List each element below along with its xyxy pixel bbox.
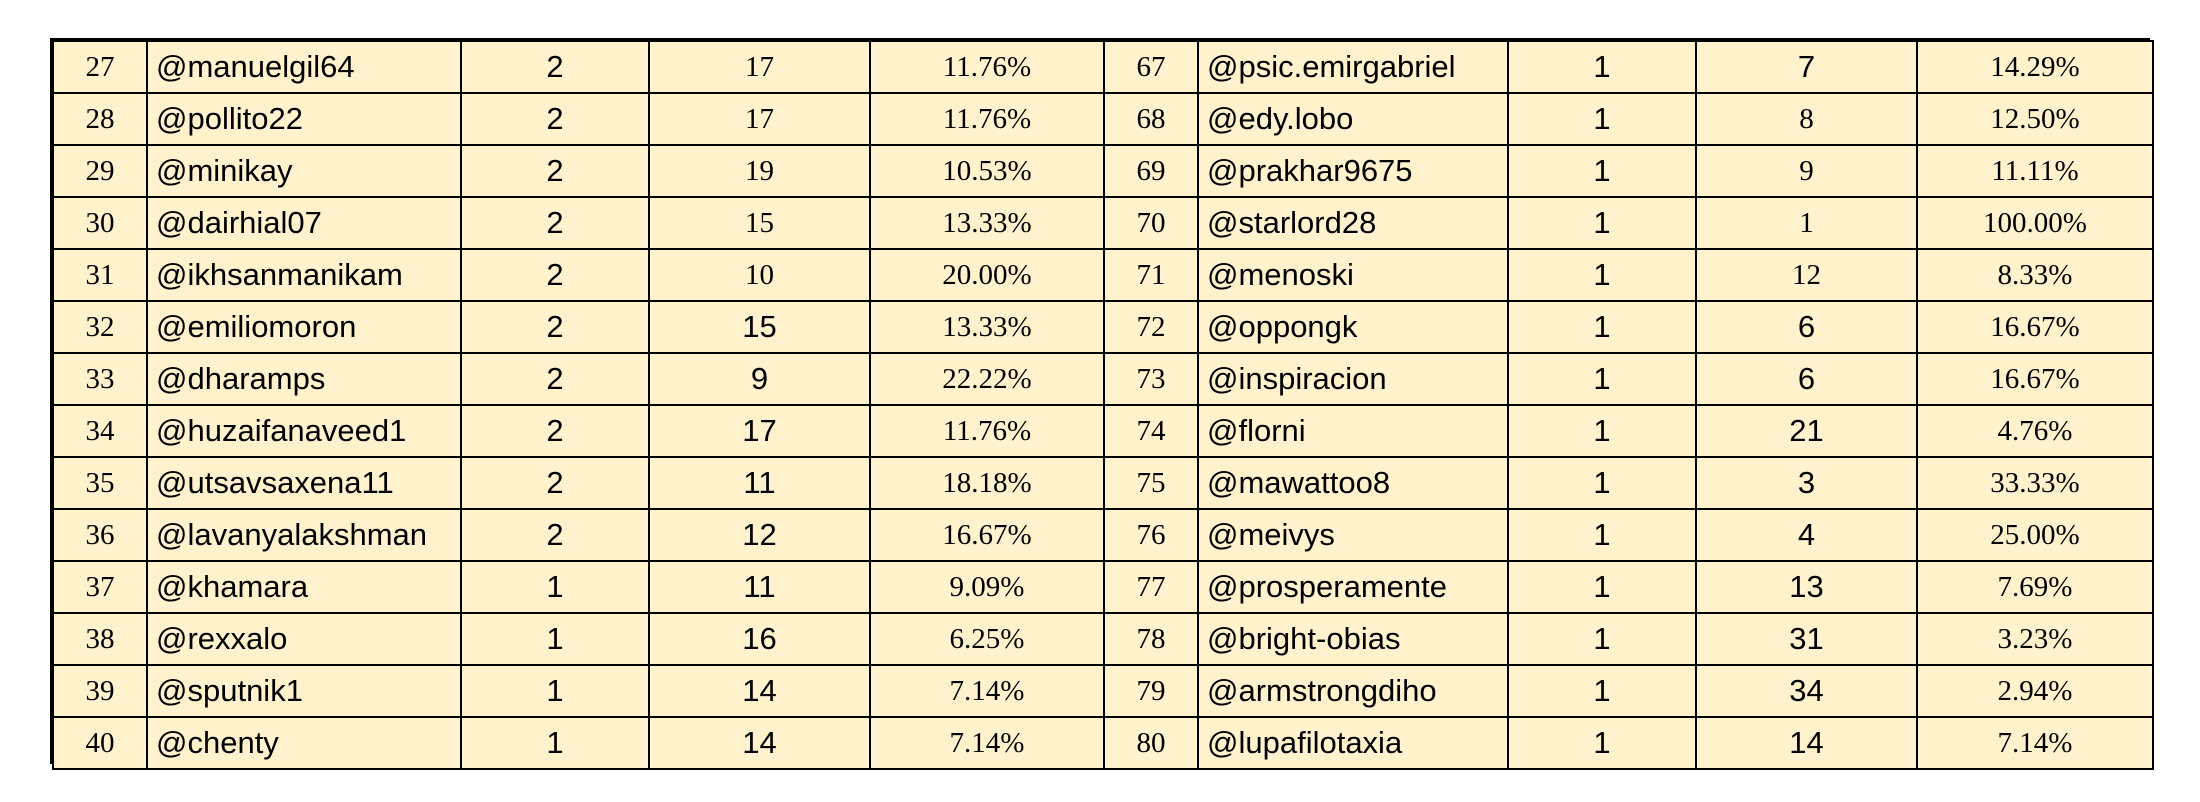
left-count-cell: 2 (461, 301, 649, 353)
left-username-cell: @manuelgil64 (147, 41, 461, 93)
right-count-cell: 1 (1508, 197, 1696, 249)
right-rank-cell: 79 (1104, 665, 1198, 717)
right-rank-cell: 80 (1104, 717, 1198, 769)
left-percentage-cell: 7.14% (870, 665, 1104, 717)
left-rank-cell: 37 (53, 561, 147, 613)
left-percentage-cell: 9.09% (870, 561, 1104, 613)
table-row (53, 457, 2153, 509)
table-row (53, 353, 2153, 405)
left-percentage-cell: 11.76% (870, 405, 1104, 457)
ranking-table-sheet (50, 38, 2150, 764)
right-count-cell: 1 (1508, 145, 1696, 197)
right-count-cell: 1 (1508, 405, 1696, 457)
right-username-cell: @meivys (1198, 509, 1508, 561)
left-username-cell: @sputnik1 (147, 665, 461, 717)
table-row (53, 197, 2153, 249)
left-total-cell: 10 (649, 249, 870, 301)
left-count-cell: 2 (461, 93, 649, 145)
right-rank-cell: 68 (1104, 93, 1198, 145)
right-username-cell: @psic.emirgabriel (1198, 41, 1508, 93)
right-percentage-cell: 14.29% (1917, 41, 2153, 93)
left-total-cell: 15 (649, 301, 870, 353)
right-percentage-cell: 33.33% (1917, 457, 2153, 509)
right-username-cell: @armstrongdiho (1198, 665, 1508, 717)
left-rank-cell: 40 (53, 717, 147, 769)
right-rank-cell: 74 (1104, 405, 1198, 457)
left-count-cell: 2 (461, 145, 649, 197)
right-total-cell: 7 (1696, 41, 1917, 93)
table-row (53, 509, 2153, 561)
left-total-cell: 11 (649, 561, 870, 613)
right-username-cell: @florni (1198, 405, 1508, 457)
left-total-cell: 14 (649, 717, 870, 769)
right-total-cell: 31 (1696, 613, 1917, 665)
left-percentage-cell: 6.25% (870, 613, 1104, 665)
left-count-cell: 2 (461, 457, 649, 509)
table-row (53, 405, 2153, 457)
left-rank-cell: 28 (53, 93, 147, 145)
right-total-cell: 1 (1696, 197, 1917, 249)
right-percentage-cell: 16.67% (1917, 301, 2153, 353)
right-count-cell: 1 (1508, 41, 1696, 93)
right-count-cell: 1 (1508, 301, 1696, 353)
left-count-cell: 1 (461, 561, 649, 613)
left-username-cell: @rexxalo (147, 613, 461, 665)
table-row (53, 717, 2153, 769)
left-count-cell: 2 (461, 249, 649, 301)
left-rank-cell: 35 (53, 457, 147, 509)
right-count-cell: 1 (1508, 249, 1696, 301)
right-rank-cell: 71 (1104, 249, 1198, 301)
right-percentage-cell: 7.14% (1917, 717, 2153, 769)
table-row (53, 249, 2153, 301)
left-percentage-cell: 13.33% (870, 197, 1104, 249)
right-username-cell: @oppongk (1198, 301, 1508, 353)
right-total-cell: 9 (1696, 145, 1917, 197)
left-percentage-cell: 20.00% (870, 249, 1104, 301)
left-count-cell: 1 (461, 613, 649, 665)
left-username-cell: @dairhial07 (147, 197, 461, 249)
left-rank-cell: 29 (53, 145, 147, 197)
right-percentage-cell: 12.50% (1917, 93, 2153, 145)
left-rank-cell: 33 (53, 353, 147, 405)
right-percentage-cell: 100.00% (1917, 197, 2153, 249)
right-total-cell: 3 (1696, 457, 1917, 509)
left-total-cell: 17 (649, 405, 870, 457)
left-rank-cell: 34 (53, 405, 147, 457)
right-username-cell: @lupafilotaxia (1198, 717, 1508, 769)
left-total-cell: 12 (649, 509, 870, 561)
left-rank-cell: 30 (53, 197, 147, 249)
left-total-cell: 19 (649, 145, 870, 197)
table-row (53, 93, 2153, 145)
right-count-cell: 1 (1508, 353, 1696, 405)
right-username-cell: @menoski (1198, 249, 1508, 301)
right-count-cell: 1 (1508, 665, 1696, 717)
left-percentage-cell: 10.53% (870, 145, 1104, 197)
left-username-cell: @ikhsanmanikam (147, 249, 461, 301)
left-username-cell: @emiliomoron (147, 301, 461, 353)
left-count-cell: 2 (461, 41, 649, 93)
left-total-cell: 16 (649, 613, 870, 665)
right-username-cell: @prakhar9675 (1198, 145, 1508, 197)
left-username-cell: @lavanyalakshman (147, 509, 461, 561)
right-percentage-cell: 25.00% (1917, 509, 2153, 561)
right-total-cell: 8 (1696, 93, 1917, 145)
left-percentage-cell: 18.18% (870, 457, 1104, 509)
right-percentage-cell: 16.67% (1917, 353, 2153, 405)
right-total-cell: 6 (1696, 301, 1917, 353)
left-count-cell: 2 (461, 353, 649, 405)
table-row (53, 301, 2153, 353)
right-total-cell: 21 (1696, 405, 1917, 457)
right-percentage-cell: 8.33% (1917, 249, 2153, 301)
right-rank-cell: 70 (1104, 197, 1198, 249)
left-username-cell: @chenty (147, 717, 461, 769)
right-rank-cell: 76 (1104, 509, 1198, 561)
right-total-cell: 6 (1696, 353, 1917, 405)
left-rank-cell: 27 (53, 41, 147, 93)
left-username-cell: @huzaifanaveed1 (147, 405, 461, 457)
right-username-cell: @bright-obias (1198, 613, 1508, 665)
right-percentage-cell: 3.23% (1917, 613, 2153, 665)
left-rank-cell: 38 (53, 613, 147, 665)
right-count-cell: 1 (1508, 613, 1696, 665)
left-percentage-cell: 22.22% (870, 353, 1104, 405)
left-username-cell: @khamara (147, 561, 461, 613)
right-total-cell: 12 (1696, 249, 1917, 301)
left-rank-cell: 39 (53, 665, 147, 717)
right-count-cell: 1 (1508, 561, 1696, 613)
right-percentage-cell: 4.76% (1917, 405, 2153, 457)
left-count-cell: 1 (461, 717, 649, 769)
left-total-cell: 14 (649, 665, 870, 717)
table-row (53, 561, 2153, 613)
right-username-cell: @prosperamente (1198, 561, 1508, 613)
left-rank-cell: 31 (53, 249, 147, 301)
right-count-cell: 1 (1508, 457, 1696, 509)
left-count-cell: 2 (461, 197, 649, 249)
left-count-cell: 2 (461, 405, 649, 457)
table-body (53, 41, 2153, 769)
right-rank-cell: 75 (1104, 457, 1198, 509)
left-total-cell: 17 (649, 93, 870, 145)
table-row (53, 41, 2153, 93)
right-rank-cell: 69 (1104, 145, 1198, 197)
right-username-cell: @starlord28 (1198, 197, 1508, 249)
left-percentage-cell: 7.14% (870, 717, 1104, 769)
left-username-cell: @dharamps (147, 353, 461, 405)
right-username-cell: @edy.lobo (1198, 93, 1508, 145)
left-percentage-cell: 11.76% (870, 93, 1104, 145)
right-percentage-cell: 7.69% (1917, 561, 2153, 613)
right-rank-cell: 67 (1104, 41, 1198, 93)
right-percentage-cell: 11.11% (1917, 145, 2153, 197)
right-count-cell: 1 (1508, 509, 1696, 561)
right-total-cell: 34 (1696, 665, 1917, 717)
right-username-cell: @inspiracion (1198, 353, 1508, 405)
left-percentage-cell: 16.67% (870, 509, 1104, 561)
left-username-cell: @utsavsaxena11 (147, 457, 461, 509)
table-row (53, 665, 2153, 717)
left-username-cell: @pollito22 (147, 93, 461, 145)
left-rank-cell: 36 (53, 509, 147, 561)
right-count-cell: 1 (1508, 717, 1696, 769)
left-count-cell: 2 (461, 509, 649, 561)
left-percentage-cell: 11.76% (870, 41, 1104, 93)
right-total-cell: 13 (1696, 561, 1917, 613)
right-rank-cell: 73 (1104, 353, 1198, 405)
left-total-cell: 9 (649, 353, 870, 405)
left-username-cell: @minikay (147, 145, 461, 197)
left-total-cell: 17 (649, 41, 870, 93)
table-row (53, 613, 2153, 665)
right-username-cell: @mawattoo8 (1198, 457, 1508, 509)
left-percentage-cell: 13.33% (870, 301, 1104, 353)
right-total-cell: 14 (1696, 717, 1917, 769)
right-rank-cell: 72 (1104, 301, 1198, 353)
ranking-table (52, 40, 2154, 770)
left-total-cell: 15 (649, 197, 870, 249)
left-total-cell: 11 (649, 457, 870, 509)
right-rank-cell: 77 (1104, 561, 1198, 613)
left-count-cell: 1 (461, 665, 649, 717)
right-rank-cell: 78 (1104, 613, 1198, 665)
table-row (53, 145, 2153, 197)
right-total-cell: 4 (1696, 509, 1917, 561)
right-count-cell: 1 (1508, 93, 1696, 145)
left-rank-cell: 32 (53, 301, 147, 353)
right-percentage-cell: 2.94% (1917, 665, 2153, 717)
